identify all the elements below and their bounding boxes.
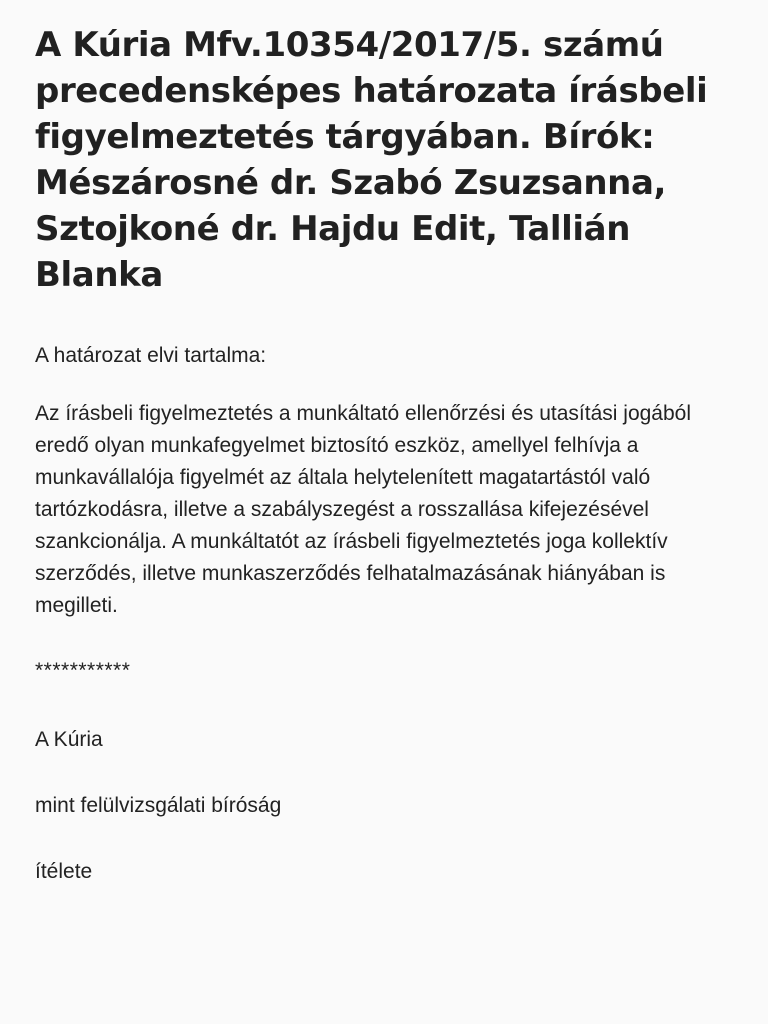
court-name: A Kúria (35, 728, 103, 751)
principle-label: A határozat elvi tartalma: (35, 344, 267, 367)
document-title: A Kúria Mfv.10354/2017/5. számú precedensképes határozata írásbeli figyelmeztetés tárgyában. Bírók: Mészárosné dr. Szabó Zsuzsanna, Sztojkoné dr. Hajdu Edit, Tallián Blanka (35, 25, 708, 295)
section-separator: *********** (35, 659, 131, 682)
court-role: mint felülvizsgálati bíróság (35, 794, 282, 817)
decision-type: ítélete (35, 860, 93, 883)
principle-paragraph: Az írásbeli figyelmeztetés a munkáltató ellenőrzési és utasítási jogából eredő olyan munkafegyelmet biztosító eszköz, amellyel felhívja a munkavállalója figyelmét az általa helytelenített magatartástól való tartózkodásra, illetve a szabályszegést a rosszallása kifejezésével szankcionálja. A munkáltatót az írásbeli figyelmeztetés joga kollektív szerződés, illetve munkaszerződés felhatalmazásának hiányában is megilleti. (35, 402, 692, 617)
